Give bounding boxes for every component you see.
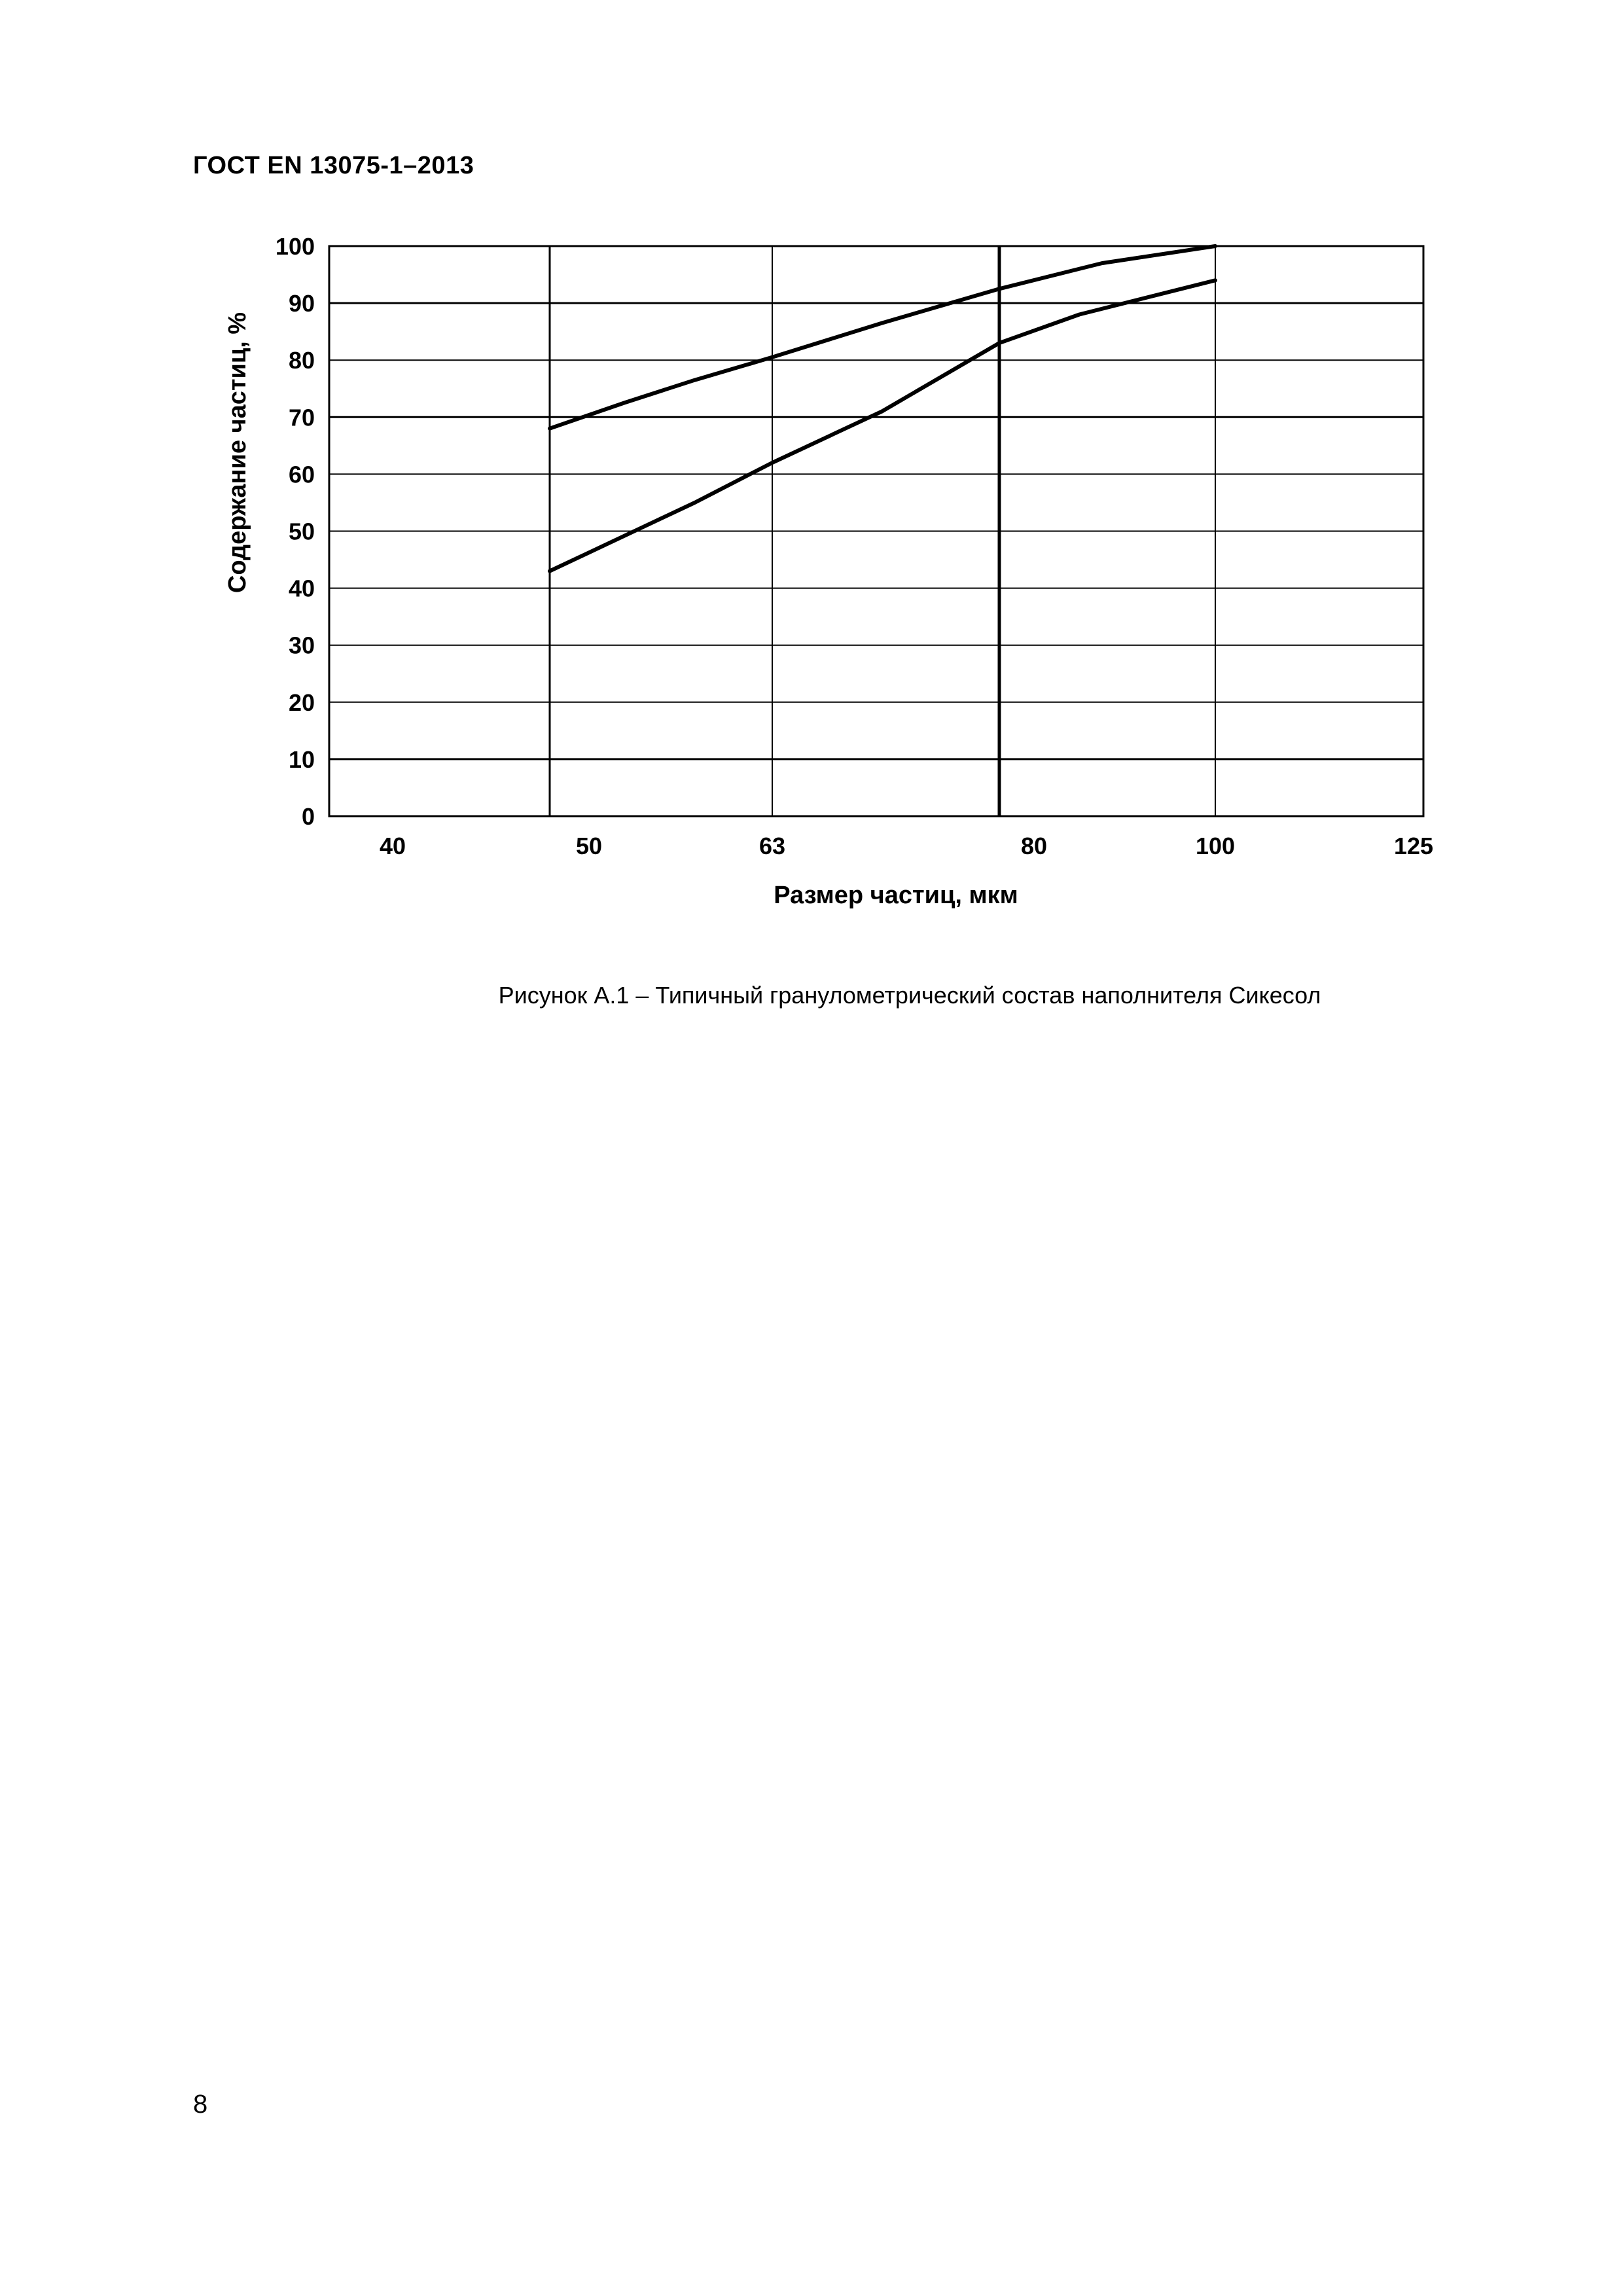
- x-tick-40: 40: [379, 833, 406, 859]
- y-tick-30: 30: [288, 632, 315, 659]
- y-tick-60: 60: [288, 461, 315, 488]
- y-tick-10: 10: [288, 745, 315, 773]
- y-tick-70: 70: [288, 404, 315, 431]
- series-line-1: [550, 246, 1215, 429]
- x-tick-50: 50: [575, 833, 603, 859]
- x-tick-labels: [380, 833, 1433, 859]
- y-tick-20: 20: [288, 689, 315, 716]
- y-tick-0: 0: [301, 803, 315, 830]
- page-number: 8: [193, 2090, 208, 2119]
- series-lines: [550, 246, 1215, 571]
- x-tick-100: 100: [1195, 833, 1236, 859]
- x-axis-label: Размер частиц, мкм: [774, 882, 1018, 909]
- document-header: ГОСТ EN 13075-1–2013: [193, 152, 474, 179]
- figure-caption: Рисунок А.1 – Типичный гранулометрический состав наполнителя Сикесол: [498, 982, 1321, 1009]
- y-tick-50: 50: [288, 518, 315, 545]
- horizontal-gridlines: [329, 303, 1423, 759]
- x-tick-125: 125: [1393, 833, 1434, 859]
- y-tick-90: 90: [288, 290, 315, 317]
- x-tick-80: 80: [1020, 833, 1048, 859]
- y-tick-labels: [276, 233, 315, 830]
- particle-size-chart: [0, 0, 1623, 949]
- y-tick-100: 100: [275, 233, 315, 260]
- y-tick-40: 40: [288, 575, 315, 602]
- y-tick-80: 80: [288, 347, 315, 374]
- x-tick-63: 63: [758, 833, 786, 859]
- y-axis-label: Содержание частиц, %: [224, 312, 251, 594]
